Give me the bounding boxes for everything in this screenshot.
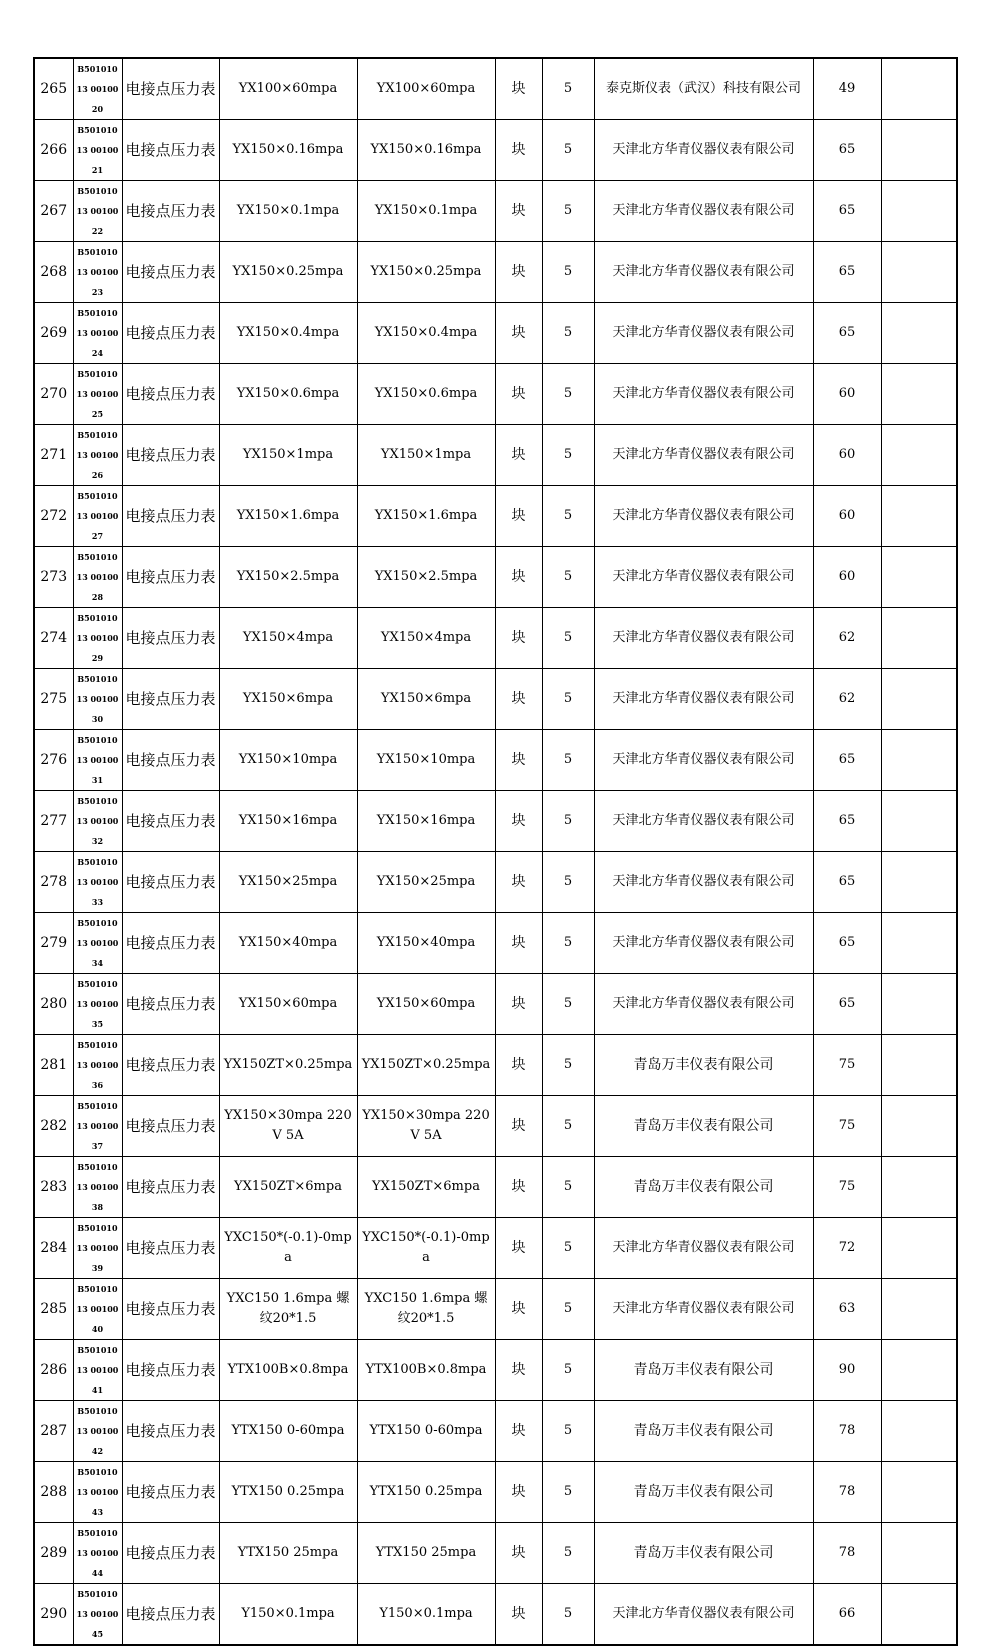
item-name-cell: 电接点压力表 [122,913,219,974]
material-code-cell: B50101013 0010023 [73,242,122,303]
unit-cell: 块 [495,242,542,303]
row-number-cell: 283 [34,1157,73,1218]
quantity-cell: 5 [542,791,594,852]
material-code-cell: B50101013 0010045 [73,1584,122,1646]
table-row [34,1218,957,1279]
model-cell: YX150×16mpa [357,791,495,852]
vendor-cell: 天津北方华青仪器仪表有限公司 [594,120,813,181]
quantity-cell: 5 [542,181,594,242]
item-name-cell: 电接点压力表 [122,852,219,913]
item-name-cell: 电接点压力表 [122,730,219,791]
unit-cell: 块 [495,1035,542,1096]
item-name-cell: 电接点压力表 [122,1218,219,1279]
quantity-cell: 5 [542,730,594,791]
table-row [34,364,957,425]
row-number-cell: 270 [34,364,73,425]
material-code-cell: B50101013 0010037 [73,1096,122,1157]
vendor-cell: 天津北方华青仪器仪表有限公司 [594,486,813,547]
model-cell: YX150×10mpa [357,730,495,791]
remark-cell [881,1584,957,1646]
model-cell: Y150×0.1mpa [357,1584,495,1646]
remark-cell [881,1279,957,1340]
quantity-cell: 5 [542,1462,594,1523]
table-body [34,58,957,1645]
material-code-cell: B50101013 0010028 [73,547,122,608]
unit-cell: 块 [495,425,542,486]
model-cell: YX150ZT×6mpa [357,1157,495,1218]
specification-cell: YTX150 0-60mpa [219,1401,357,1462]
model-cell: YX150×4mpa [357,608,495,669]
model-cell: YX150×0.6mpa [357,364,495,425]
material-code-cell: B50101013 0010026 [73,425,122,486]
quantity-cell: 5 [542,547,594,608]
row-number-cell: 286 [34,1340,73,1401]
unit-price-cell: 78 [813,1401,881,1462]
item-name-cell: 电接点压力表 [122,486,219,547]
model-cell: YX150×60mpa [357,974,495,1035]
row-number-cell: 279 [34,913,73,974]
row-number-cell: 289 [34,1523,73,1584]
specification-cell: YX150×0.4mpa [219,303,357,364]
model-cell: YXC150 1.6mpa 螺纹20*1.5 [357,1279,495,1340]
table-row [34,1096,957,1157]
remark-cell [881,486,957,547]
unit-cell: 块 [495,486,542,547]
unit-cell: 块 [495,547,542,608]
material-code-cell: B50101013 0010043 [73,1462,122,1523]
remark-cell [881,730,957,791]
unit-price-cell: 65 [813,974,881,1035]
item-name-cell: 电接点压力表 [122,181,219,242]
table-row [34,181,957,242]
model-cell: YX150×0.1mpa [357,181,495,242]
vendor-cell: 天津北方华青仪器仪表有限公司 [594,1218,813,1279]
vendor-cell: 青岛万丰仪表有限公司 [594,1157,813,1218]
material-code-cell: B50101013 0010024 [73,303,122,364]
vendor-cell: 青岛万丰仪表有限公司 [594,1035,813,1096]
material-code-cell: B50101013 0010039 [73,1218,122,1279]
quantity-cell: 5 [542,1279,594,1340]
specification-cell: YX150×6mpa [219,669,357,730]
table-row [34,1401,957,1462]
vendor-cell: 天津北方华青仪器仪表有限公司 [594,974,813,1035]
unit-cell: 块 [495,1584,542,1646]
remark-cell [881,1462,957,1523]
material-code-cell: B50101013 0010031 [73,730,122,791]
table-row [34,852,957,913]
specification-cell: YX150×30mpa 220V 5A [219,1096,357,1157]
table-row [34,486,957,547]
vendor-cell: 天津北方华青仪器仪表有限公司 [594,669,813,730]
unit-cell: 块 [495,913,542,974]
specification-cell: YX150×0.6mpa [219,364,357,425]
quantity-cell: 5 [542,242,594,303]
unit-cell: 块 [495,1523,542,1584]
vendor-cell: 天津北方华青仪器仪表有限公司 [594,852,813,913]
model-cell: YX150×1mpa [357,425,495,486]
remark-cell [881,364,957,425]
table-row [34,1035,957,1096]
item-name-cell: 电接点压力表 [122,303,219,364]
model-cell: YXC150*(-0.1)-0mpa [357,1218,495,1279]
table-row [34,1279,957,1340]
unit-cell: 块 [495,58,542,120]
specification-cell: YX150ZT×0.25mpa [219,1035,357,1096]
unit-price-cell: 72 [813,1218,881,1279]
unit-price-cell: 65 [813,730,881,791]
unit-price-cell: 65 [813,852,881,913]
item-name-cell: 电接点压力表 [122,1462,219,1523]
unit-price-cell: 75 [813,1035,881,1096]
specification-cell: YTX150 0.25mpa [219,1462,357,1523]
item-name-cell: 电接点压力表 [122,608,219,669]
quantity-cell: 5 [542,608,594,669]
price-table [33,57,958,1646]
remark-cell [881,608,957,669]
table-row [34,303,957,364]
row-number-cell: 285 [34,1279,73,1340]
specification-cell: YX150×2.5mpa [219,547,357,608]
vendor-cell: 天津北方华青仪器仪表有限公司 [594,1279,813,1340]
quantity-cell: 5 [542,852,594,913]
table-row [34,974,957,1035]
quantity-cell: 5 [542,486,594,547]
model-cell: YTX150 0-60mpa [357,1401,495,1462]
table-row [34,791,957,852]
remark-cell [881,669,957,730]
table-row [34,242,957,303]
table-row [34,608,957,669]
table-row [34,730,957,791]
row-number-cell: 290 [34,1584,73,1646]
model-cell: YX150×25mpa [357,852,495,913]
row-number-cell: 265 [34,58,73,120]
unit-price-cell: 60 [813,425,881,486]
table-row [34,1462,957,1523]
unit-price-cell: 78 [813,1523,881,1584]
model-cell: YX150×30mpa 220V 5A [357,1096,495,1157]
model-cell: YX100×60mpa [357,58,495,120]
specification-cell: YX150×25mpa [219,852,357,913]
material-code-cell: B50101013 0010030 [73,669,122,730]
quantity-cell: 5 [542,1096,594,1157]
item-name-cell: 电接点压力表 [122,1523,219,1584]
vendor-cell: 天津北方华青仪器仪表有限公司 [594,1584,813,1646]
remark-cell [881,1401,957,1462]
row-number-cell: 268 [34,242,73,303]
unit-cell: 块 [495,1401,542,1462]
quantity-cell: 5 [542,1401,594,1462]
unit-price-cell: 78 [813,1462,881,1523]
item-name-cell: 电接点压力表 [122,547,219,608]
material-code-cell: B50101013 0010035 [73,974,122,1035]
row-number-cell: 273 [34,547,73,608]
unit-price-cell: 90 [813,1340,881,1401]
item-name-cell: 电接点压力表 [122,58,219,120]
item-name-cell: 电接点压力表 [122,974,219,1035]
unit-price-cell: 65 [813,242,881,303]
specification-cell: YX150×1mpa [219,425,357,486]
unit-price-cell: 65 [813,913,881,974]
row-number-cell: 278 [34,852,73,913]
item-name-cell: 电接点压力表 [122,1584,219,1646]
remark-cell [881,1035,957,1096]
table-row [34,1523,957,1584]
remark-cell [881,1218,957,1279]
quantity-cell: 5 [542,58,594,120]
remark-cell [881,242,957,303]
model-cell: YX150×2.5mpa [357,547,495,608]
vendor-cell: 天津北方华青仪器仪表有限公司 [594,303,813,364]
model-cell: YX150×0.16mpa [357,120,495,181]
item-name-cell: 电接点压力表 [122,425,219,486]
item-name-cell: 电接点压力表 [122,669,219,730]
row-number-cell: 267 [34,181,73,242]
quantity-cell: 5 [542,1218,594,1279]
item-name-cell: 电接点压力表 [122,1279,219,1340]
quantity-cell: 5 [542,1523,594,1584]
quantity-cell: 5 [542,913,594,974]
model-cell: YX150×0.25mpa [357,242,495,303]
vendor-cell: 天津北方华青仪器仪表有限公司 [594,425,813,486]
quantity-cell: 5 [542,364,594,425]
item-name-cell: 电接点压力表 [122,791,219,852]
table-row [34,913,957,974]
remark-cell [881,852,957,913]
specification-cell: Y150×0.1mpa [219,1584,357,1646]
specification-cell: YX150×0.25mpa [219,242,357,303]
unit-cell: 块 [495,1218,542,1279]
material-code-cell: B50101013 0010036 [73,1035,122,1096]
unit-cell: 块 [495,974,542,1035]
table-row [34,425,957,486]
vendor-cell: 泰克斯仪表（武汉）科技有限公司 [594,58,813,120]
vendor-cell: 青岛万丰仪表有限公司 [594,1096,813,1157]
row-number-cell: 284 [34,1218,73,1279]
table-row [34,547,957,608]
row-number-cell: 280 [34,974,73,1035]
remark-cell [881,913,957,974]
table-row [34,1157,957,1218]
specification-cell: YXC150*(-0.1)-0mpa [219,1218,357,1279]
vendor-cell: 青岛万丰仪表有限公司 [594,1462,813,1523]
specification-cell: YX150×0.16mpa [219,120,357,181]
quantity-cell: 5 [542,1584,594,1646]
specification-cell: YX150×10mpa [219,730,357,791]
row-number-cell: 276 [34,730,73,791]
unit-cell: 块 [495,1340,542,1401]
quantity-cell: 5 [542,425,594,486]
model-cell: YTX150 25mpa [357,1523,495,1584]
specification-cell: YX150×0.1mpa [219,181,357,242]
remark-cell [881,1096,957,1157]
specification-cell: YX150×40mpa [219,913,357,974]
remark-cell [881,547,957,608]
specification-cell: YX150×16mpa [219,791,357,852]
material-code-cell: B50101013 0010021 [73,120,122,181]
specification-cell: YX150ZT×6mpa [219,1157,357,1218]
remark-cell [881,974,957,1035]
unit-price-cell: 62 [813,669,881,730]
material-code-cell: B50101013 0010029 [73,608,122,669]
model-cell: YX150ZT×0.25mpa [357,1035,495,1096]
row-number-cell: 272 [34,486,73,547]
material-code-cell: B50101013 0010032 [73,791,122,852]
remark-cell [881,120,957,181]
unit-price-cell: 75 [813,1096,881,1157]
unit-cell: 块 [495,730,542,791]
table-row [34,120,957,181]
unit-price-cell: 60 [813,486,881,547]
specification-cell: YXC150 1.6mpa 螺纹20*1.5 [219,1279,357,1340]
vendor-cell: 天津北方华青仪器仪表有限公司 [594,608,813,669]
vendor-cell: 天津北方华青仪器仪表有限公司 [594,791,813,852]
row-number-cell: 288 [34,1462,73,1523]
material-code-cell: B50101013 0010034 [73,913,122,974]
table-row [34,1340,957,1401]
item-name-cell: 电接点压力表 [122,1035,219,1096]
material-code-cell: B50101013 0010027 [73,486,122,547]
unit-price-cell: 49 [813,58,881,120]
row-number-cell: 266 [34,120,73,181]
material-code-cell: B50101013 0010044 [73,1523,122,1584]
specification-cell: YTX100B×0.8mpa [219,1340,357,1401]
unit-price-cell: 62 [813,608,881,669]
item-name-cell: 电接点压力表 [122,242,219,303]
row-number-cell: 275 [34,669,73,730]
model-cell: YX150×0.4mpa [357,303,495,364]
quantity-cell: 5 [542,1157,594,1218]
material-code-cell: B50101013 0010038 [73,1157,122,1218]
unit-cell: 块 [495,120,542,181]
vendor-cell: 天津北方华青仪器仪表有限公司 [594,730,813,791]
quantity-cell: 5 [542,974,594,1035]
row-number-cell: 282 [34,1096,73,1157]
model-cell: YX150×40mpa [357,913,495,974]
unit-price-cell: 65 [813,181,881,242]
model-cell: YX150×6mpa [357,669,495,730]
specification-cell: YX150×60mpa [219,974,357,1035]
unit-cell: 块 [495,608,542,669]
unit-cell: 块 [495,791,542,852]
material-code-cell: B50101013 0010020 [73,58,122,120]
specification-cell: YX150×1.6mpa [219,486,357,547]
unit-cell: 块 [495,181,542,242]
vendor-cell: 青岛万丰仪表有限公司 [594,1340,813,1401]
unit-cell: 块 [495,669,542,730]
quantity-cell: 5 [542,303,594,364]
material-code-cell: B50101013 0010041 [73,1340,122,1401]
unit-price-cell: 60 [813,364,881,425]
table-row [34,669,957,730]
specification-cell: YX100×60mpa [219,58,357,120]
specification-cell: YTX150 25mpa [219,1523,357,1584]
remark-cell [881,1157,957,1218]
remark-cell [881,791,957,852]
unit-cell: 块 [495,1279,542,1340]
quantity-cell: 5 [542,120,594,181]
item-name-cell: 电接点压力表 [122,1096,219,1157]
remark-cell [881,1523,957,1584]
table-row [34,1584,957,1646]
unit-price-cell: 66 [813,1584,881,1646]
row-number-cell: 287 [34,1401,73,1462]
item-name-cell: 电接点压力表 [122,1401,219,1462]
table-row [34,58,957,120]
vendor-cell: 天津北方华青仪器仪表有限公司 [594,181,813,242]
quantity-cell: 5 [542,1035,594,1096]
quantity-cell: 5 [542,669,594,730]
model-cell: YX150×1.6mpa [357,486,495,547]
specification-cell: YX150×4mpa [219,608,357,669]
remark-cell [881,181,957,242]
material-code-cell: B50101013 0010042 [73,1401,122,1462]
item-name-cell: 电接点压力表 [122,1157,219,1218]
vendor-cell: 青岛万丰仪表有限公司 [594,1523,813,1584]
unit-cell: 块 [495,852,542,913]
unit-price-cell: 65 [813,120,881,181]
unit-price-cell: 60 [813,547,881,608]
model-cell: YTX100B×0.8mpa [357,1340,495,1401]
remark-cell [881,1340,957,1401]
vendor-cell: 天津北方华青仪器仪表有限公司 [594,364,813,425]
row-number-cell: 277 [34,791,73,852]
material-code-cell: B50101013 0010040 [73,1279,122,1340]
item-name-cell: 电接点压力表 [122,364,219,425]
unit-cell: 块 [495,303,542,364]
material-code-cell: B50101013 0010025 [73,364,122,425]
material-code-cell: B50101013 0010033 [73,852,122,913]
row-number-cell: 271 [34,425,73,486]
vendor-cell: 天津北方华青仪器仪表有限公司 [594,913,813,974]
vendor-cell: 天津北方华青仪器仪表有限公司 [594,242,813,303]
row-number-cell: 269 [34,303,73,364]
material-code-cell: B50101013 0010022 [73,181,122,242]
vendor-cell: 天津北方华青仪器仪表有限公司 [594,547,813,608]
unit-price-cell: 63 [813,1279,881,1340]
unit-cell: 块 [495,1096,542,1157]
model-cell: YTX150 0.25mpa [357,1462,495,1523]
remark-cell [881,58,957,120]
quantity-cell: 5 [542,1340,594,1401]
remark-cell [881,303,957,364]
remark-cell [881,425,957,486]
unit-cell: 块 [495,1157,542,1218]
item-name-cell: 电接点压力表 [122,1340,219,1401]
item-name-cell: 电接点压力表 [122,120,219,181]
row-number-cell: 281 [34,1035,73,1096]
unit-price-cell: 75 [813,1157,881,1218]
unit-cell: 块 [495,1462,542,1523]
unit-price-cell: 65 [813,791,881,852]
vendor-cell: 青岛万丰仪表有限公司 [594,1401,813,1462]
row-number-cell: 274 [34,608,73,669]
unit-cell: 块 [495,364,542,425]
unit-price-cell: 65 [813,303,881,364]
